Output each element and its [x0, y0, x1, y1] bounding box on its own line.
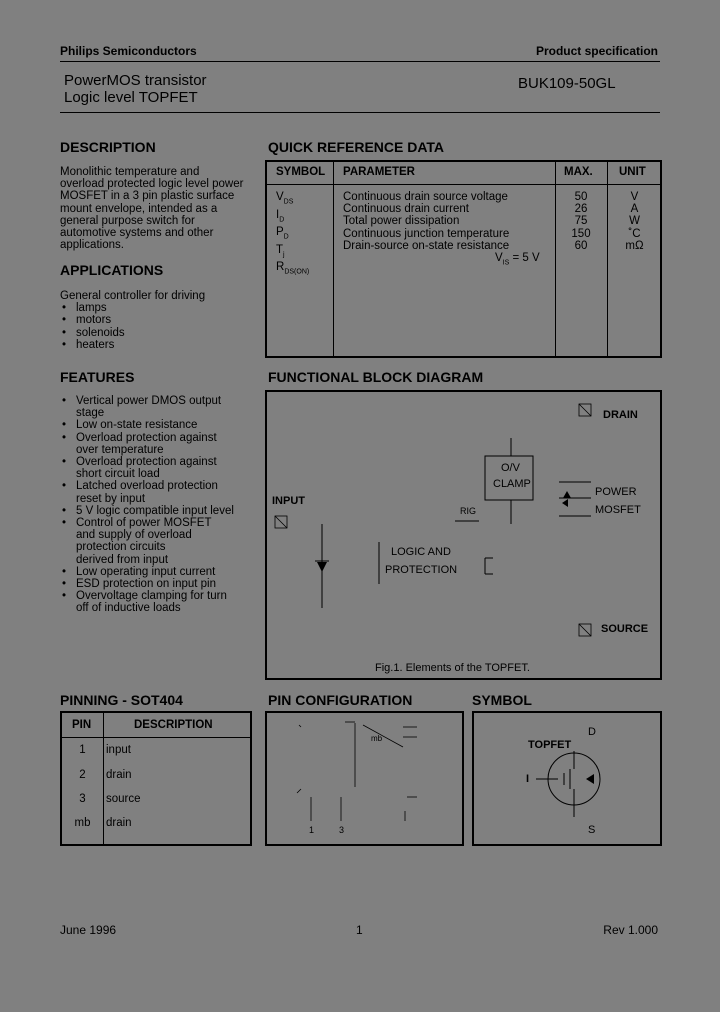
features-heading: FEATURES — [60, 369, 135, 385]
block-diagram — [265, 390, 662, 680]
applications-heading: APPLICATIONS — [60, 262, 164, 278]
pin-1-label: 1 — [309, 825, 315, 835]
applications-list: General controller for driving • lamps • motors • solenoids • heaters — [60, 290, 205, 351]
col-max: MAX. — [564, 166, 593, 178]
company-name: Philips Semiconductors — [60, 44, 197, 58]
list-item: • 5 V logic compatible input level — [60, 505, 234, 517]
mb-label: mb — [371, 734, 383, 743]
list-item: • heaters — [60, 339, 205, 351]
list-item: • Control of power MOSFET and supply of overload protection circuits derived from input — [60, 517, 234, 566]
topfet-symbol — [474, 713, 660, 844]
input-label: INPUT — [272, 495, 305, 507]
doc-type: Product specification — [535, 44, 658, 58]
table-row-unit: V A W ˚C mΩ — [625, 191, 644, 252]
title-rule — [60, 112, 660, 113]
figure-caption: Fig.1. Elements of the TOPFET. — [375, 662, 530, 674]
list-item: • Vertical power DMOS output stage — [60, 395, 234, 419]
symbol-box — [472, 711, 662, 846]
quick-ref-heading: QUICK REFERENCE DATA — [268, 139, 445, 155]
part-number: BUK109-50GL — [518, 75, 616, 92]
pin-config-box — [265, 711, 464, 846]
pin-config-heading: PIN CONFIGURATION — [268, 692, 413, 708]
rig-label: RIG — [460, 506, 477, 516]
pinning-table: PIN DESCRIPTION 1 input 2 drain 3 source mb drain — [60, 711, 252, 846]
condition: $V_{IS} = 5$ V — [495, 252, 540, 267]
list-item: • solenoids — [60, 327, 205, 339]
col-unit: UNIT — [619, 166, 646, 178]
list-item: • Overload protection against short circuit load — [60, 456, 234, 480]
quick-ref-table — [265, 160, 662, 358]
d-label: D — [588, 726, 596, 738]
table-row-max: 50 26 75 150 60 — [571, 191, 591, 252]
s-label: S — [588, 824, 596, 836]
col-pin: PIN — [72, 719, 92, 731]
pinning-heading: PINNING - SOT404 — [60, 692, 183, 708]
footer-page: 1 — [356, 923, 363, 937]
logic-label: LOGIC AND — [391, 546, 451, 558]
protection-label: PROTECTION — [385, 564, 458, 576]
mosfet-label: MOSFET — [595, 504, 641, 516]
drain-label: DRAIN — [603, 409, 638, 421]
list-item: • Low on-state resistance — [60, 419, 234, 431]
description-heading: DESCRIPTION — [60, 139, 156, 155]
list-item: • lamps — [60, 302, 205, 314]
topfet-label: TOPFET — [528, 739, 572, 751]
list-item: • Latched overload protection reset by input — [60, 480, 234, 504]
features-list — [60, 395, 234, 615]
list-item: • Low operating input current — [60, 566, 234, 578]
list-item: • motors — [60, 314, 205, 326]
ov-label: O/V — [501, 462, 520, 474]
clamp-label: CLAMP — [493, 478, 531, 490]
list-item: • ESD protection on input pin — [60, 578, 234, 590]
title-line2: Logic level TOPFET — [64, 89, 198, 106]
col-description: DESCRIPTION — [134, 719, 213, 731]
description-text: Monolithic temperature and overload protected logic level power MOSFET in a 3 pin plastic surface mount envelope, intended as a general purpose switch for automotive systems and other applications. — [60, 166, 244, 252]
power-label: POWER — [595, 486, 637, 498]
title-line1: PowerMOS transistor — [64, 72, 207, 89]
symbol-heading: SYMBOL — [472, 692, 532, 708]
list-item: • Overload protection against over temperature — [60, 432, 234, 456]
block-diagram-heading: FUNCTIONAL BLOCK DIAGRAM — [268, 369, 484, 385]
footer-date: June 1996 — [60, 923, 117, 937]
footer-rev: Rev 1.000 — [603, 923, 658, 937]
col-parameter: PARAMETER — [343, 166, 415, 178]
block-diagram-drawing — [267, 392, 660, 678]
table-row-symbols: $V_{DS}$ $I_D$ $P_D$ $T_j$ $R_{DS(ON)}$ — [276, 191, 310, 276]
pin-3-label: 3 — [339, 825, 345, 835]
col-symbol: SYMBOL — [276, 166, 326, 178]
package-outline — [267, 713, 462, 844]
header-rule — [60, 61, 660, 62]
list-item: • Overvoltage clamping for turn off of inductive loads — [60, 590, 234, 614]
source-label: SOURCE — [601, 623, 649, 635]
i-label: I — [526, 773, 530, 785]
table-row-params: Continuous drain source voltage Continuous drain current Total power dissipation Continuous junction temperature Drain-source on-state resistance — [343, 191, 510, 252]
